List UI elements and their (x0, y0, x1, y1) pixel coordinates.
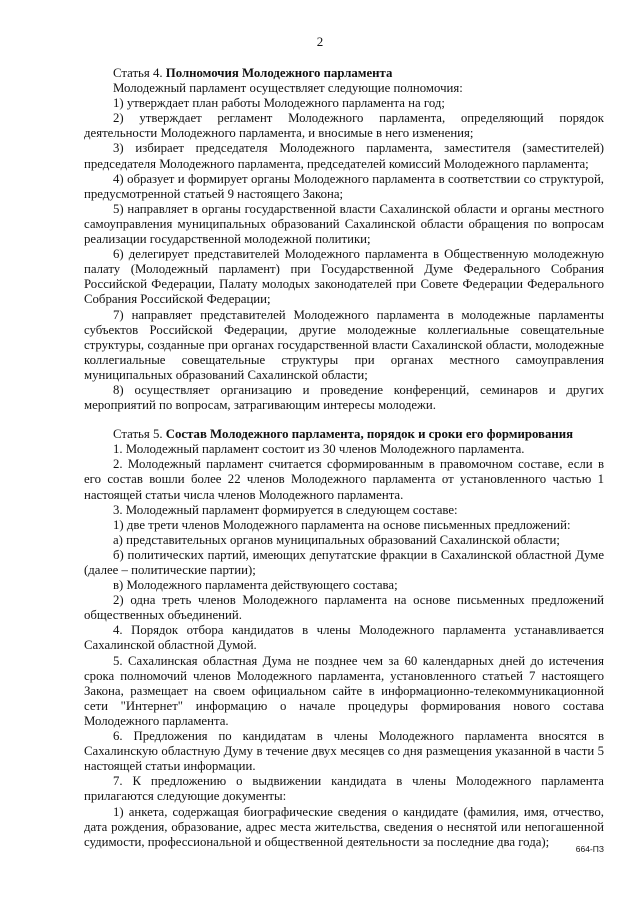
document-code: 664-ПЗ (575, 844, 604, 854)
paragraph: б) политических партий, имеющих депутатские фракции в Сахалинской областной Думе (далее – политические партии); (84, 547, 604, 577)
paragraph: 5. Сахалинская областная Дума не позднее чем за 60 календарных дней до истечения срока полномочий членов Молодежного парламента, установленного статьей 7 настоящего Закона, размещает на своем официальном сайте в информационно-телекоммуникационной сети "Интернет" информацию о начале процедуры формирования нового состава Молодежного парламента. (84, 653, 604, 728)
paragraph: 5) направляет в органы государственной власти Сахалинской области и органы местного самоуправления муниципальных образований Сахалинской области обращения по вопросам реализации государственной молодежной политики; (84, 201, 604, 247)
paragraph: 7. К предложению о выдвижении кандидата в члены Молодежного парламента прилагаются следующие документы: (84, 774, 604, 804)
paragraph: 6. Предложения по кандидатам в члены Молодежного парламента вносятся в Сахалинскую областную Думу в течение двух месяцев со дня размещения указанной в части 5 настоящей статьи информации. (84, 729, 604, 774)
paragraph: в) Молодежного парламента действующего состава; (113, 578, 398, 593)
article-5-title: Состав Молодежного парламента, порядок и сроки его формирования (165, 427, 574, 442)
paragraph: 4. Порядок отбора кандидатов в члены Молодежного парламента устанавливается Сахалинской областной Думой. (84, 623, 604, 653)
paragraph: Молодежный парламент осуществляет следующие полномочия: (113, 81, 463, 96)
document-body (84, 66, 604, 850)
article-4-label: Статья 4. (113, 66, 166, 80)
paragraph: 1) анкета, содержащая биографические сведения о кандидате (фамилия, имя, отчество, дата рождения, образование, адрес места жительства, сведения о неснятой или непогашенной судимости, профессиональной и общественной деятельности за последние два года); (84, 804, 604, 849)
paragraph: 6) делегирует представителей Молодежного парламента в Общественную молодежную палату (Молодежный парламент) при Государственной Думе Федерального Собрания Российской Федерации, Палату молодых законодателей при Совете Федерации Федерального Собрания Российской Федерации; (84, 247, 604, 307)
paragraph: а) представительных органов муниципальных образований Сахалинской области; (113, 532, 560, 547)
paragraph: 1) две трети членов Молодежного парламента на основе письменных предложений: (113, 517, 571, 532)
page-number: 2 (316, 34, 324, 49)
paragraph: 1) утверждает план работы Молодежного парламента на год; (113, 96, 445, 111)
paragraph: 3) избирает председателя Молодежного парламента, заместителя (заместителей) председателя Молодежного парламента, председателей комиссий Молодежного парламента; (84, 141, 604, 171)
article-4-paragraphs (84, 81, 604, 413)
paragraph: 7) направляет представителей Молодежного парламента в молодежные парламенты субъектов Российской Федерации, другие молодежные коллегиальные совещательные структуры, созданные при органах государственной власти Сахалинской области, молодежные коллегиальные совещательные структуры при органах местного самоуправления муниципальных образований Сахалинской области; (84, 307, 604, 382)
paragraph: 8) осуществляет организацию и проведение конференций, семинаров и других мероприятий по вопросам, затрагивающим интересы молодежи. (84, 382, 604, 413)
paragraph: 1. Молодежный парламент состоит из 30 членов Молодежного парламента. (113, 442, 525, 457)
article-5-paragraphs (84, 442, 604, 850)
article-gap (84, 413, 604, 427)
paragraph: 2. Молодежный парламент считается сформированным в правомочном составе, если в его состав вошли более 22 членов Молодежного парламента от установленного частью 1 настоящей статьи числа членов Молодежного парламента. (84, 457, 604, 502)
paragraph: 3. Молодежный парламент формируется в следующем составе: (113, 502, 458, 517)
article-4-heading (84, 66, 604, 81)
article-5-label: Статья 5. (113, 427, 166, 442)
paragraph: 2) утверждает регламент Молодежного парламента, определяющий порядок деятельности Молодежного парламента, и вносимые в него изменения; (84, 111, 604, 141)
article-5-heading (84, 427, 604, 442)
paragraph: 4) образует и формирует органы Молодежного парламента в соответствии со структурой, предусмотренной статьей 9 настоящего Закона; (84, 171, 604, 201)
article-4-title: Полномочия Молодежного парламента (165, 66, 393, 80)
paragraph: 2) одна треть членов Молодежного парламента на основе письменных предложений общественных объединений. (84, 593, 604, 623)
